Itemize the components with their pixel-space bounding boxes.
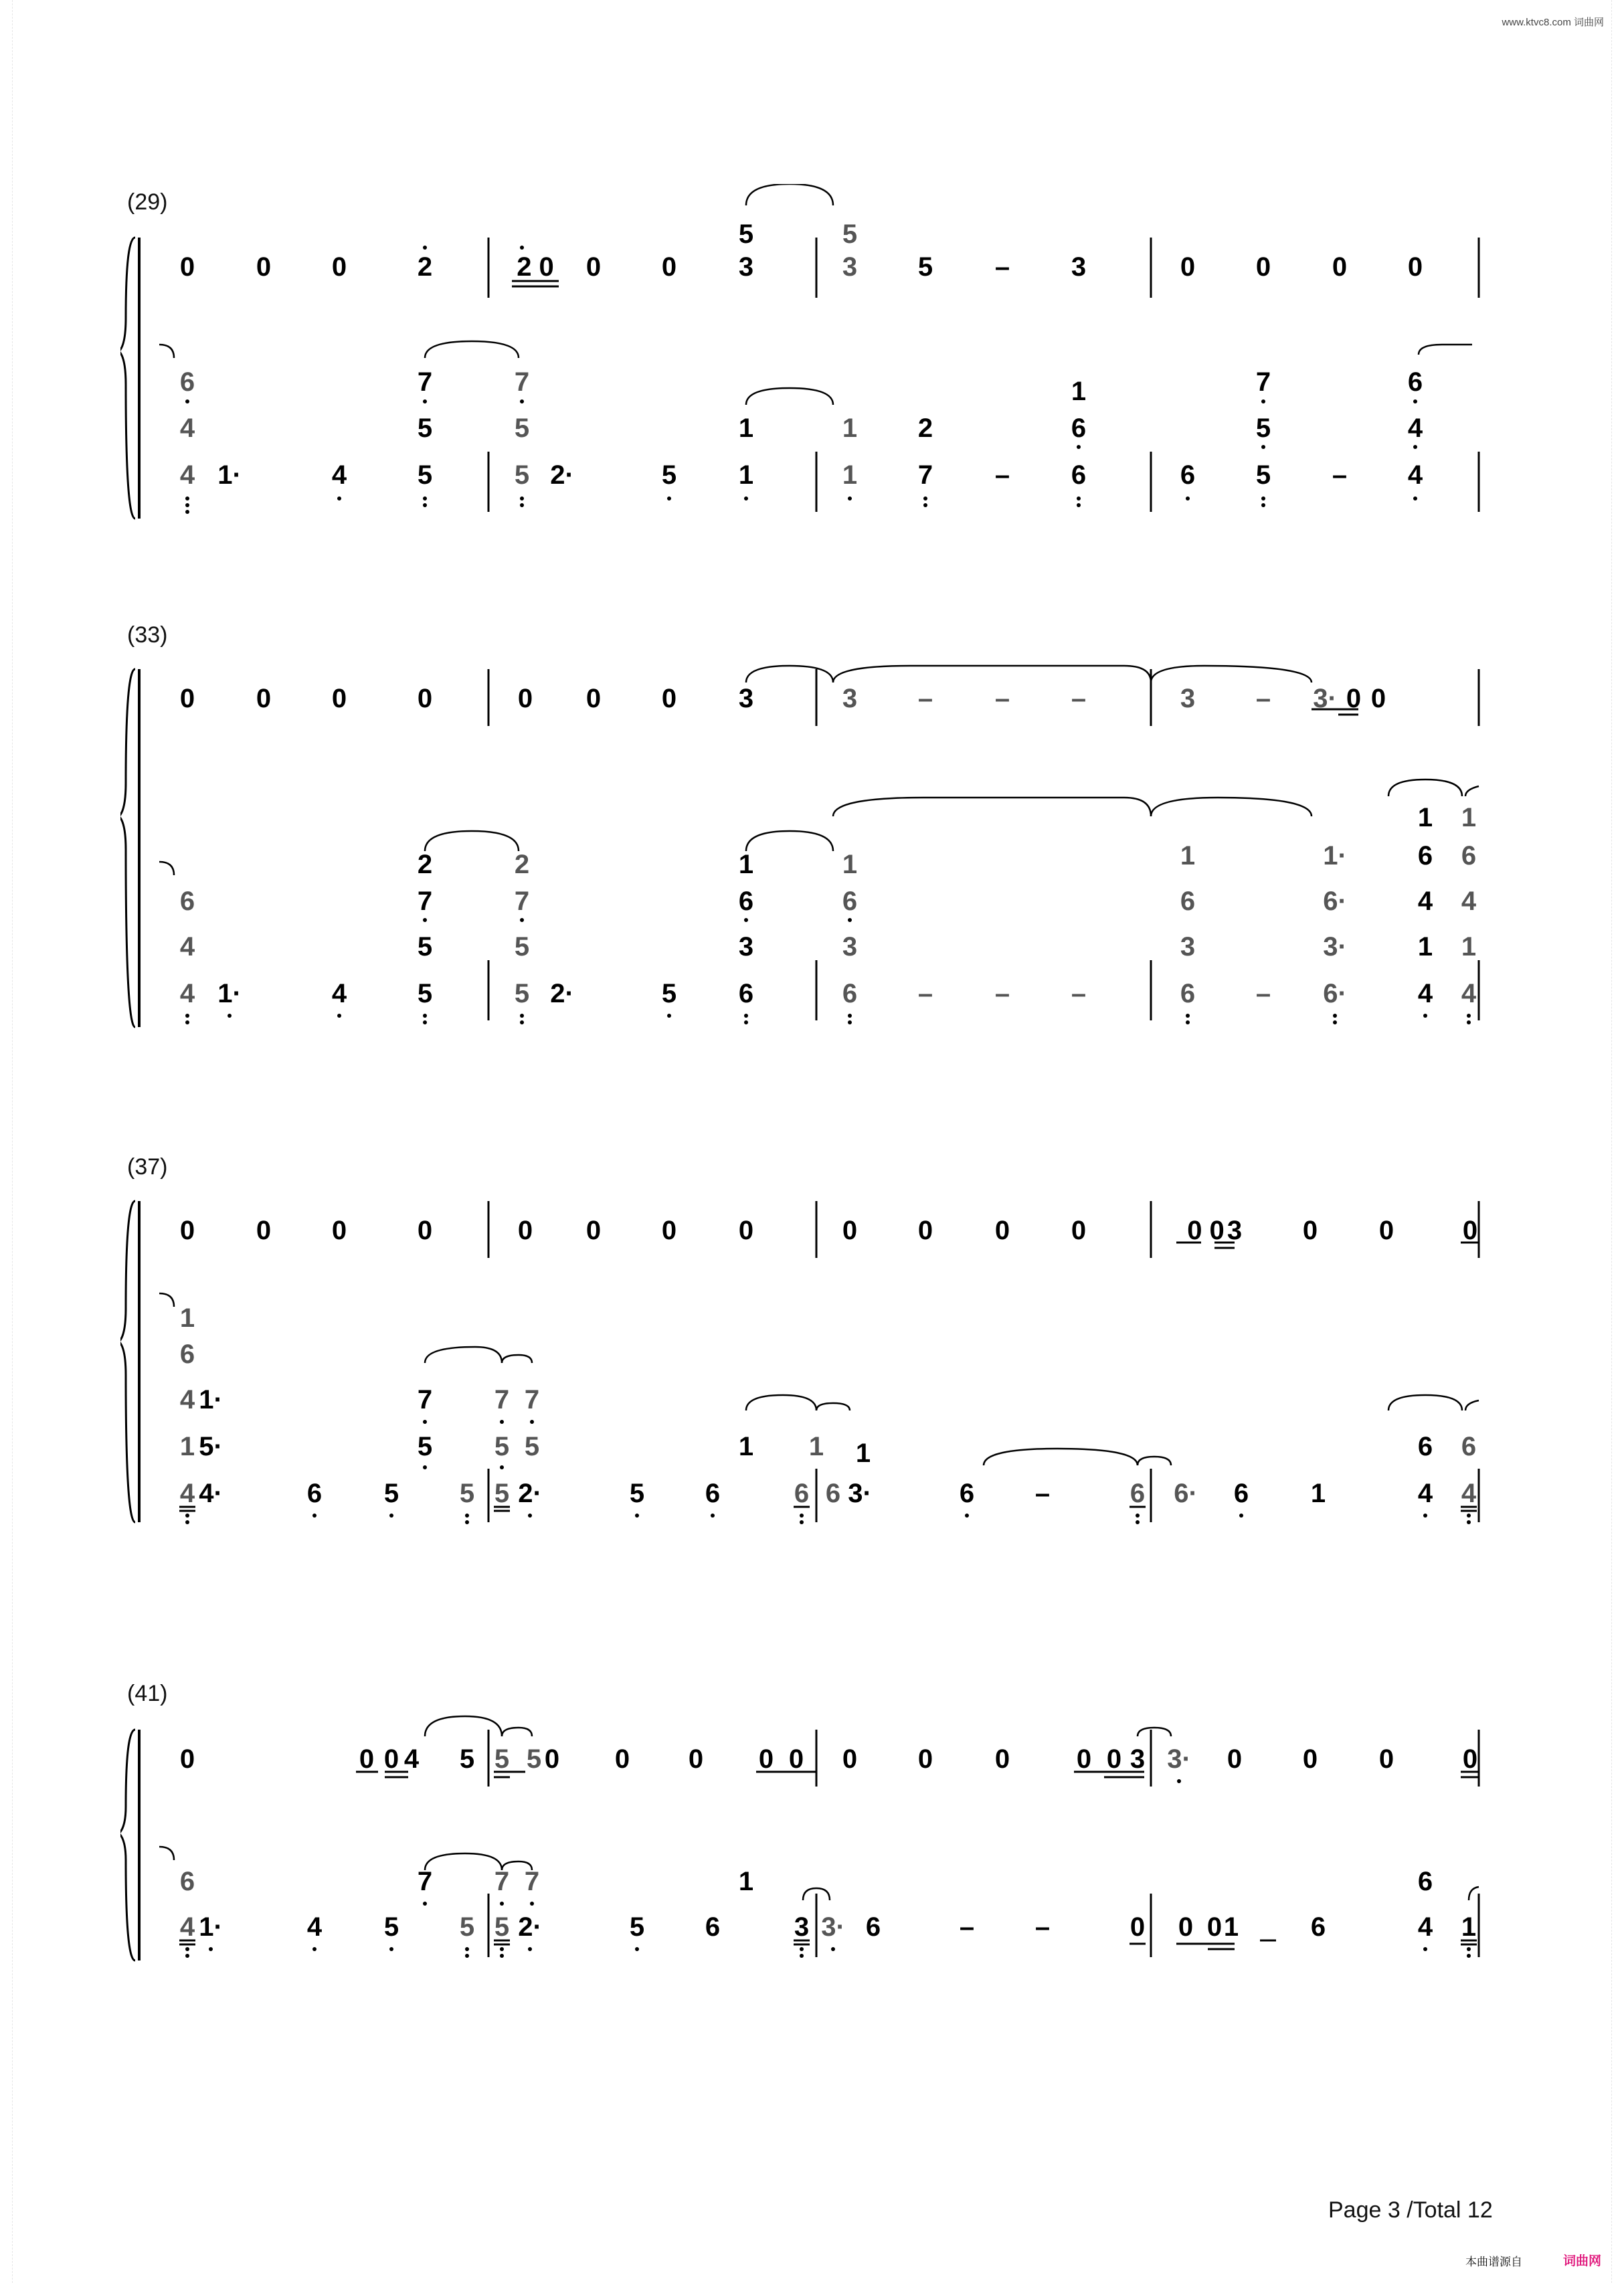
note: 5 — [383, 1912, 399, 1942]
note: 6 — [738, 887, 754, 916]
note: 4 — [1417, 1479, 1433, 1508]
note: 7 — [417, 1867, 433, 1896]
note: 0 — [256, 1216, 272, 1245]
note: 4 — [1461, 979, 1477, 1008]
note: 6 — [825, 1479, 841, 1508]
note: 0 0 — [1187, 1216, 1225, 1245]
note: 0 — [517, 684, 533, 713]
note: 2· — [518, 1912, 542, 1942]
note: 5 — [417, 1432, 433, 1461]
note: 6 — [794, 1479, 810, 1508]
system-29-svg — [120, 184, 1499, 532]
note: 0 — [179, 684, 195, 713]
note: 0 — [331, 252, 347, 282]
note: 0 — [359, 1744, 375, 1774]
note: 6 — [705, 1912, 721, 1942]
note: 6 — [842, 979, 858, 1008]
note: 0 — [585, 252, 602, 282]
note: 3 — [1227, 1216, 1243, 1245]
site-url: www.ktvc8.com 词曲网 — [1502, 17, 1604, 28]
system-33-svg — [120, 616, 1499, 1030]
note: 1 — [1461, 803, 1477, 832]
note: 5· — [199, 1432, 223, 1461]
note: 4 — [1417, 1912, 1433, 1942]
note: 6 — [1180, 887, 1196, 916]
note: 5 — [526, 1744, 542, 1774]
note: 5 — [917, 252, 933, 282]
note: 3· — [1323, 932, 1347, 962]
note: 0 — [1180, 252, 1196, 282]
note: 0 — [256, 684, 272, 713]
note: 4 — [179, 932, 195, 962]
note: 3 — [1180, 932, 1196, 962]
note: 3 — [738, 684, 754, 713]
note: 0 — [1178, 1912, 1194, 1942]
brand-logo-text: 词曲网 — [1563, 2254, 1602, 2268]
note: 0 — [661, 252, 677, 282]
note: 6 — [306, 1479, 323, 1508]
note: 2 — [417, 850, 433, 879]
note: 4 — [306, 1912, 323, 1942]
note: 7 — [524, 1867, 540, 1896]
note: 0 — [994, 1744, 1010, 1774]
note: – — [917, 979, 933, 1008]
note: 6 — [179, 367, 195, 397]
system-37-svg — [120, 1148, 1499, 1536]
note: 6 — [179, 1340, 195, 1369]
note: 3 — [842, 684, 858, 713]
note: 6 — [1180, 460, 1196, 490]
note: 0 — [1302, 1216, 1318, 1245]
note: – — [917, 684, 933, 713]
note: 5 — [1255, 414, 1271, 443]
note: 4 — [1407, 414, 1423, 443]
note: 3 — [738, 932, 754, 962]
note: 4 — [1407, 460, 1423, 490]
note: 5 — [459, 1744, 475, 1774]
note: 5 — [661, 460, 677, 490]
note: 4 — [179, 1479, 195, 1508]
note: 7 — [917, 460, 933, 490]
note: 1· — [199, 1385, 223, 1414]
note: – — [1071, 979, 1087, 1008]
note: – — [1071, 684, 1087, 713]
note: 6· — [1174, 1479, 1198, 1508]
note: 0 — [1130, 1912, 1146, 1942]
note: 1 — [1461, 1912, 1477, 1942]
note: 0 — [1076, 1744, 1092, 1774]
note: 3 — [842, 932, 858, 962]
note: – — [1034, 1479, 1051, 1508]
note: 0 — [661, 684, 677, 713]
note: 1 — [179, 1432, 195, 1461]
note: 1 — [1310, 1479, 1326, 1508]
note: 3 — [1180, 684, 1196, 713]
note: 6· — [1323, 887, 1347, 916]
note: 1 — [842, 850, 858, 879]
note: 0 — [1407, 252, 1423, 282]
note: 0 — [179, 1744, 195, 1774]
note: 0 — [917, 1744, 933, 1774]
note: 5 — [417, 460, 433, 490]
note: 4 — [179, 979, 195, 1008]
note: 6 — [959, 1479, 975, 1508]
note: 0 — [1227, 1744, 1243, 1774]
note: 5 — [494, 1912, 510, 1942]
note: 4 — [403, 1744, 420, 1774]
note: 0 — [1255, 252, 1271, 282]
note: 0 — [179, 252, 195, 282]
note: 5 — [514, 414, 530, 443]
note: 0 — [179, 1216, 195, 1245]
note: 0 — [256, 252, 272, 282]
note: 1 — [808, 1432, 824, 1461]
note: 4 — [179, 1912, 195, 1942]
note: 7 — [514, 367, 530, 397]
note: 0 — [917, 1216, 933, 1245]
note: 6 — [865, 1912, 881, 1942]
note: 1 — [1417, 932, 1433, 962]
note: 5 — [629, 1912, 645, 1942]
note: 0 — [738, 1216, 754, 1245]
note: 2 — [417, 252, 433, 282]
measure-number: (37) — [127, 1154, 168, 1180]
note: – — [994, 460, 1010, 490]
note: 5 — [417, 932, 433, 962]
note: 2· — [550, 979, 574, 1008]
note: 1 — [1417, 803, 1433, 832]
note: 1 — [738, 850, 754, 879]
note: 1 — [842, 414, 858, 443]
note: 0 — [1346, 684, 1362, 713]
note: 5 — [738, 219, 754, 249]
note: 0 — [544, 1744, 560, 1774]
note: 0 — [758, 1744, 774, 1774]
note: 7 — [494, 1385, 510, 1414]
note: 6 — [1130, 1479, 1146, 1508]
note: 2· — [518, 1479, 542, 1508]
note: 4 — [179, 460, 195, 490]
note: 0 — [614, 1744, 630, 1774]
note: – — [959, 1912, 975, 1942]
note: 4· — [199, 1479, 223, 1508]
note: 1 — [738, 414, 754, 443]
note: 0 — [994, 1216, 1010, 1245]
note: 5 — [524, 1432, 540, 1461]
measure-number: (29) — [127, 189, 168, 215]
note: 5 — [842, 219, 858, 249]
note: 6 — [1417, 1432, 1433, 1461]
note: 0 — [1378, 1744, 1394, 1774]
system-41 — [127, 1673, 1492, 1974]
note: 3 — [738, 252, 754, 282]
note: 0 — [788, 1744, 804, 1774]
note: 5 — [494, 1744, 510, 1774]
note: 0 — [1206, 1912, 1223, 1942]
note: 2 — [514, 850, 530, 879]
note: 0 — [585, 684, 602, 713]
note: – — [994, 979, 1010, 1008]
note: 6 — [1407, 367, 1423, 397]
note: 6 — [1071, 460, 1087, 490]
note: 7 — [524, 1385, 540, 1414]
note: 3 — [1071, 252, 1087, 282]
note: 0 — [1378, 1216, 1394, 1245]
note: 5 — [514, 979, 530, 1008]
note: 0 — [383, 1744, 399, 1774]
left-watermark-strip — [0, 0, 13, 2283]
note: 1 — [855, 1439, 871, 1468]
note: 5 — [514, 460, 530, 490]
note: 1· — [217, 979, 242, 1008]
note: 3 — [794, 1912, 810, 1942]
note: 0 — [1462, 1744, 1478, 1774]
note: 0 — [1462, 1216, 1478, 1245]
note: 7 — [494, 1867, 510, 1896]
note: 1 — [1223, 1912, 1239, 1942]
note: 1· — [1323, 841, 1347, 871]
note: – — [994, 252, 1010, 282]
note: 0 — [417, 1216, 433, 1245]
note: 5 — [494, 1432, 510, 1461]
note: 0 — [417, 684, 433, 713]
note: 3· — [848, 1479, 872, 1508]
note: 0 — [331, 1216, 347, 1245]
note: 6 — [1071, 414, 1087, 443]
note: – — [1034, 1912, 1051, 1942]
note: 6 — [738, 979, 754, 1008]
note: 5 — [417, 414, 433, 443]
note: 6 — [1310, 1912, 1326, 1942]
note: 1 — [179, 1303, 195, 1333]
note: 3· — [1167, 1744, 1191, 1774]
note: 0 — [517, 1216, 533, 1245]
note: 6 — [1180, 979, 1196, 1008]
note: 4 — [1417, 979, 1433, 1008]
note: 5 — [661, 979, 677, 1008]
note: 4 — [1417, 887, 1433, 916]
source-label: 本曲谱源自 — [1465, 2256, 1522, 2268]
note: 3· — [821, 1912, 845, 1942]
note: 1 — [1461, 932, 1477, 962]
note: 1 — [738, 460, 754, 490]
note: 6 — [1417, 841, 1433, 871]
note: 6· — [1323, 979, 1347, 1008]
note: 0 — [331, 684, 347, 713]
note: 0 — [1106, 1744, 1122, 1774]
note: 6 — [1461, 841, 1477, 871]
note: 0 — [842, 1744, 858, 1774]
system-33 — [127, 616, 1492, 1030]
note: 0 — [688, 1744, 704, 1774]
note: – — [1332, 460, 1348, 490]
note: 3· — [1313, 684, 1337, 713]
note: 2 — [917, 414, 933, 443]
note: 5 — [1255, 460, 1271, 490]
note: 2 0 — [517, 252, 554, 282]
note: 4 — [331, 979, 347, 1008]
system-29 — [127, 184, 1492, 532]
note: 1 — [738, 1867, 754, 1896]
note: 6 — [1417, 1867, 1433, 1896]
note: 5 — [494, 1479, 510, 1508]
system-37 — [127, 1148, 1492, 1536]
note: 6 — [1461, 1432, 1477, 1461]
note: 0 — [842, 1216, 858, 1245]
note: 0 — [1332, 252, 1348, 282]
measure-number: (33) — [127, 622, 168, 648]
note: 4 — [1461, 887, 1477, 916]
note: 4 — [179, 414, 195, 443]
note: 2· — [550, 460, 574, 490]
right-watermark-strip — [1611, 0, 1624, 2283]
note: 1 — [1071, 377, 1087, 406]
note: – — [994, 684, 1010, 713]
note: 6 — [179, 1867, 195, 1896]
note: 5 — [459, 1912, 475, 1942]
note: 7 — [417, 887, 433, 916]
note: 7 — [514, 887, 530, 916]
note: 6 — [179, 887, 195, 916]
note: 0 — [1370, 684, 1386, 713]
note: – — [1255, 684, 1271, 713]
note: 1 — [1180, 841, 1196, 871]
note: 5 — [629, 1479, 645, 1508]
note: 1· — [217, 460, 242, 490]
note: 7 — [417, 1385, 433, 1414]
note: 7 — [1255, 367, 1271, 397]
note: 4 — [179, 1385, 195, 1414]
note: 5 — [514, 932, 530, 962]
note: 5 — [417, 979, 433, 1008]
measure-number: (41) — [127, 1681, 168, 1706]
note: 5 — [383, 1479, 399, 1508]
note: 0 — [1071, 1216, 1087, 1245]
note: 5 — [459, 1479, 475, 1508]
note: 6 — [1233, 1479, 1249, 1508]
note: 0 — [585, 1216, 602, 1245]
note: 7 — [417, 367, 433, 397]
note: 0 — [661, 1216, 677, 1245]
note: 1· — [199, 1912, 223, 1942]
system-41-svg — [120, 1673, 1499, 1974]
page-indicator: Page 3 /Total 12 — [1328, 2197, 1493, 2223]
note: 1 — [842, 460, 858, 490]
note: – — [1255, 979, 1271, 1008]
note: 6 — [842, 887, 858, 916]
note: 3 — [842, 252, 858, 282]
note: 4 — [1461, 1479, 1477, 1508]
note: 3 — [1130, 1744, 1146, 1774]
note: 1 — [738, 1432, 754, 1461]
note: 6 — [705, 1479, 721, 1508]
note: 0 — [1302, 1744, 1318, 1774]
note: 4 — [331, 460, 347, 490]
